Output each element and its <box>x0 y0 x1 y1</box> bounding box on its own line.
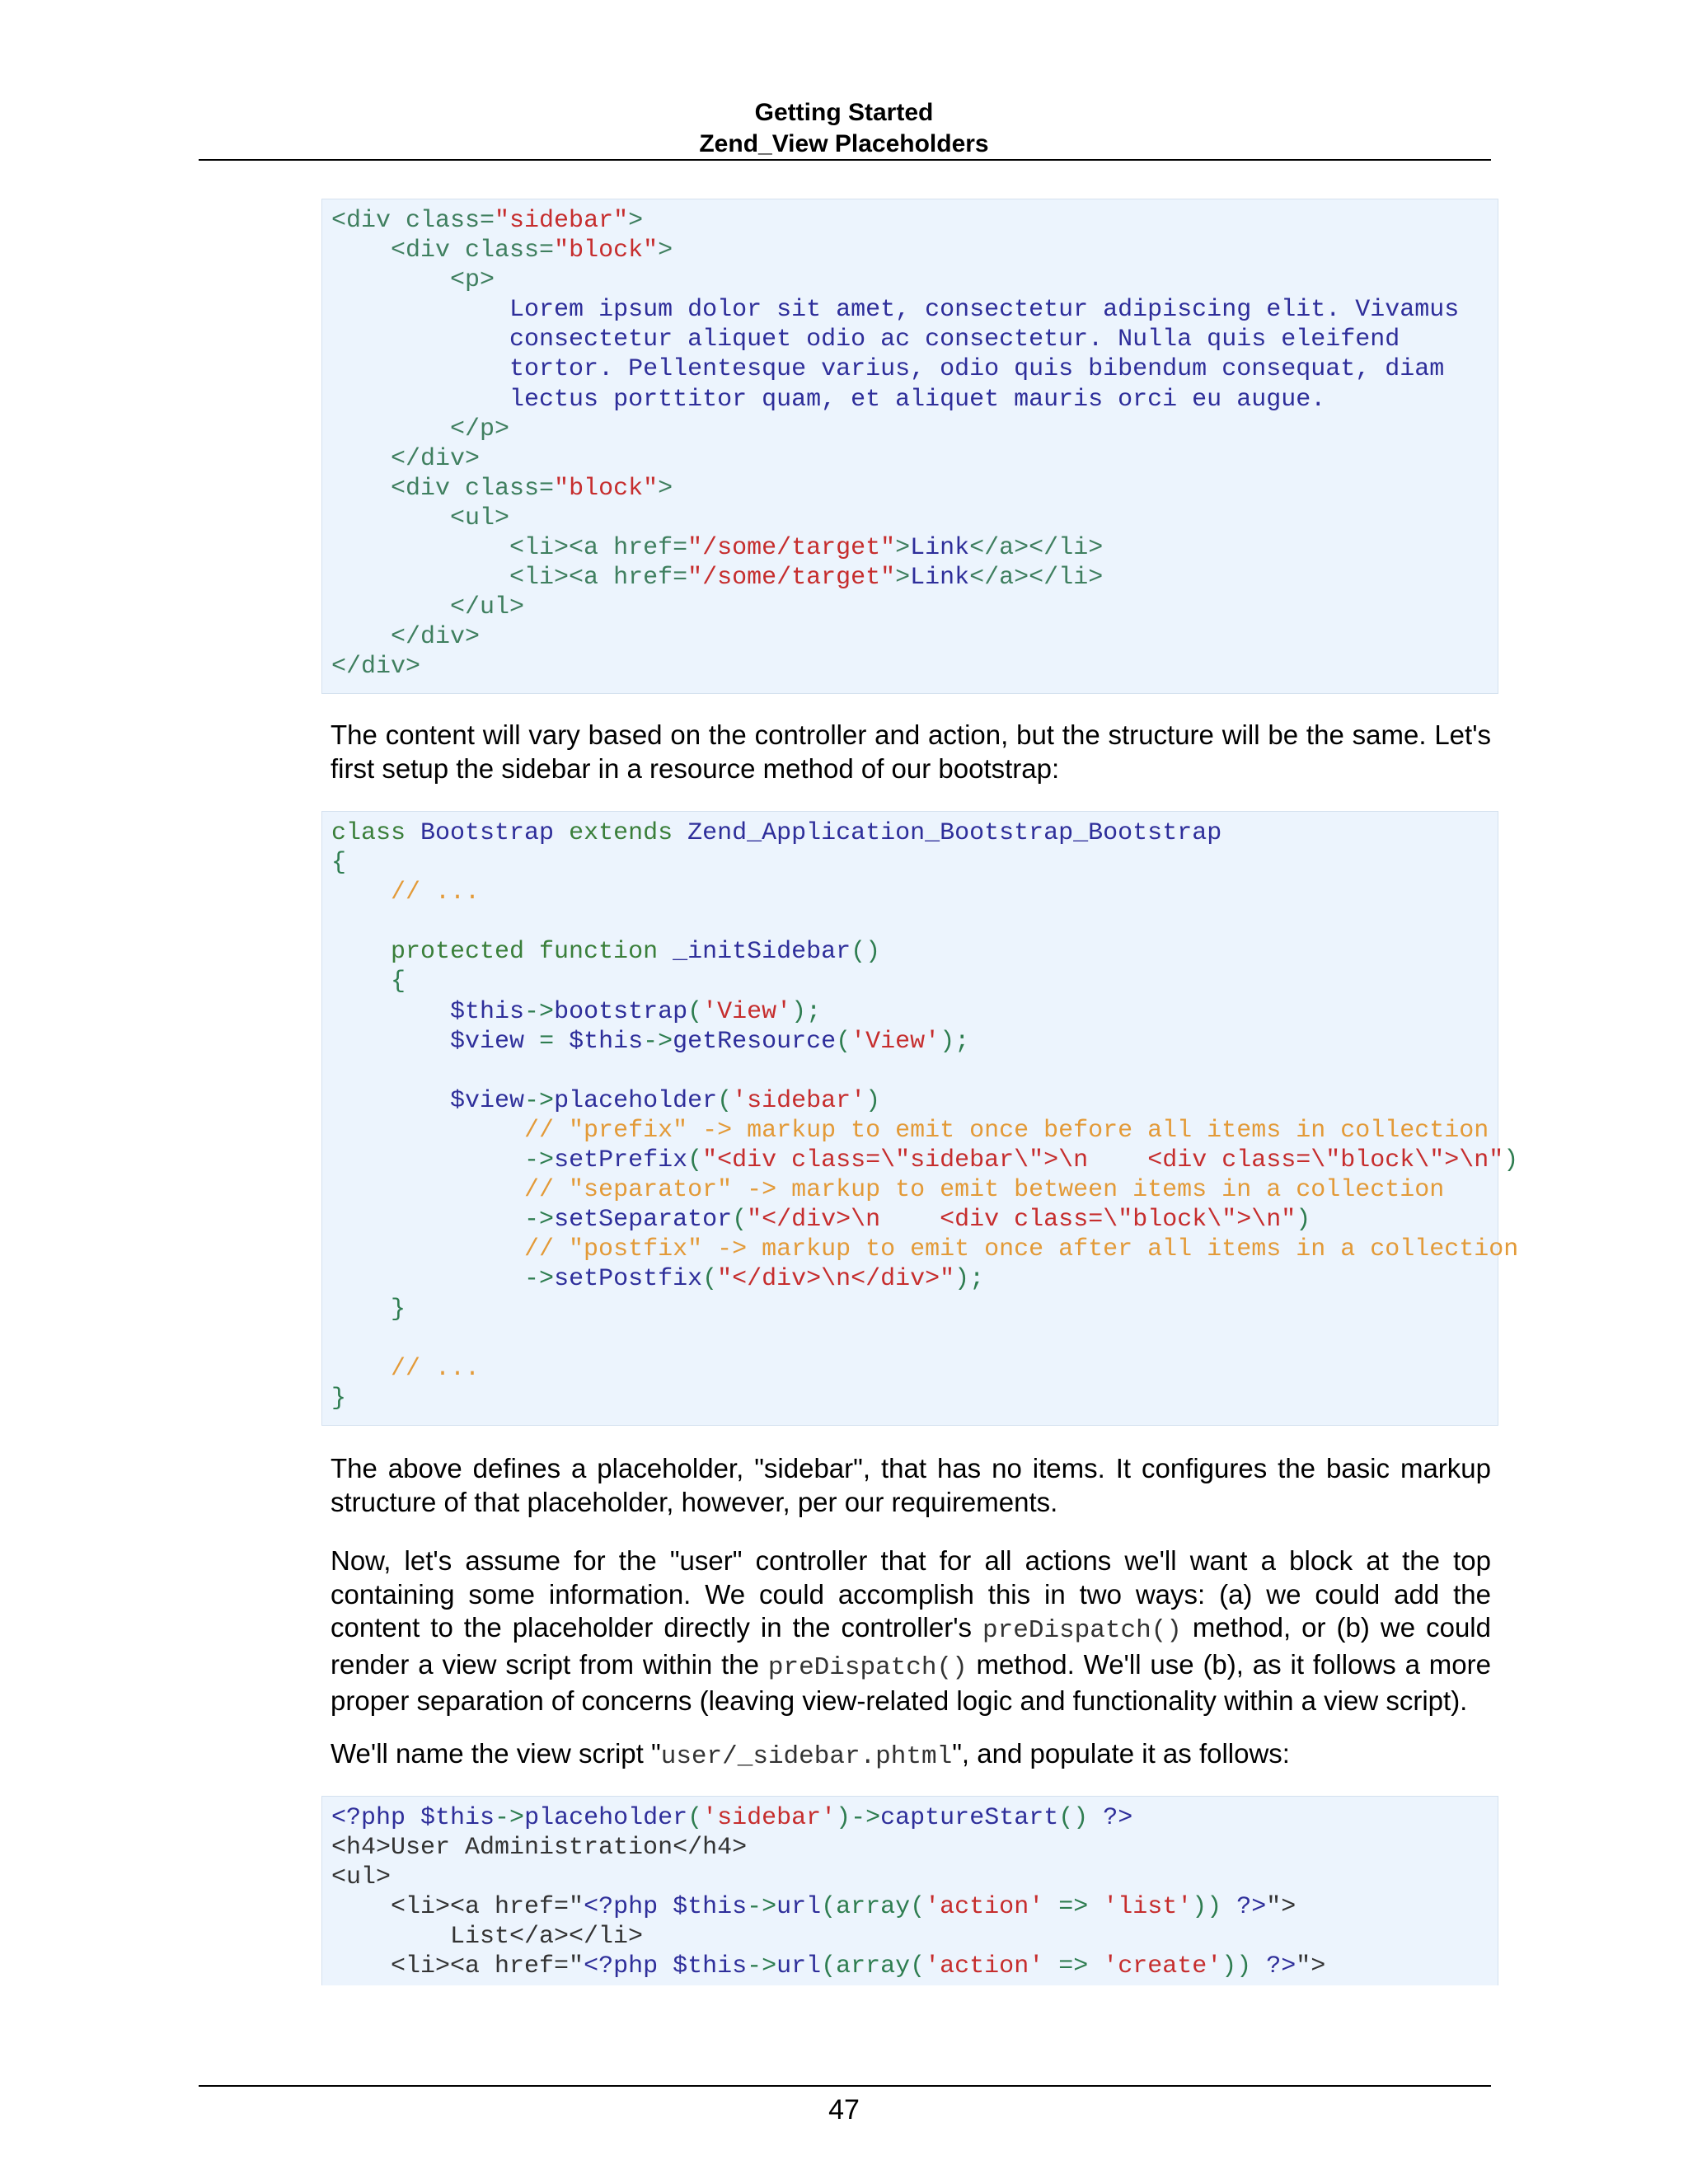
code-token: <li><a <box>509 534 614 563</box>
code-token: "> <box>1296 1952 1326 1981</box>
code-token <box>331 1296 391 1324</box>
code-token: ) <box>1503 1146 1519 1175</box>
code-token <box>331 1117 524 1145</box>
code-line <box>331 236 1498 265</box>
code-line <box>331 818 1498 848</box>
code-token <box>331 998 450 1026</box>
code-token <box>331 445 391 473</box>
code-token: <?php <box>584 1893 673 1922</box>
code-line <box>331 354 1498 384</box>
code-token: "</div>\n <div class=\"block\">\n" <box>747 1206 1296 1235</box>
code-token: <?php <box>331 1804 421 1832</box>
code-token <box>331 326 509 354</box>
paragraph-intro-bootstrap: The content will vary based on the controller and action, but the structure will be the same. Let's first setup the sidebar in a resource method of our bootstrap: <box>331 719 1491 784</box>
code-token: 'sidebar' <box>732 1086 866 1115</box>
code-token: Link <box>910 534 970 563</box>
code-token <box>331 1265 524 1293</box>
header-rule <box>199 159 1491 161</box>
code-line <box>331 444 1498 474</box>
inline-code: preDispatch() <box>767 1652 968 1682</box>
code-token: consectetur aliquet odio ac consectetur. Nulla quis eleifend <box>509 326 1400 354</box>
code-token: ( <box>687 1146 703 1175</box>
paragraph-view-script <box>331 1737 1491 1774</box>
code-token: $this <box>420 1804 495 1832</box>
code-token: </a></li> <box>969 534 1104 563</box>
code-token: ); <box>940 1027 970 1056</box>
code-token <box>331 879 391 907</box>
code-token: url <box>776 1952 822 1981</box>
code-token: > <box>658 474 673 503</box>
header-section: Zend_View Placeholders <box>699 130 989 157</box>
code-token: _initSidebar <box>673 938 851 967</box>
code-token: <li><a href=" <box>331 1893 584 1922</box>
code-token: $view <box>450 1086 525 1115</box>
code-token <box>331 386 509 414</box>
code-line <box>331 563 1498 593</box>
code-token: )) <box>1221 1952 1252 1981</box>
code-token: = <box>539 1027 570 1056</box>
code-token: class <box>331 819 421 847</box>
code-token: <li><a <box>509 564 614 593</box>
code-token: </div> <box>391 623 481 652</box>
code-token: href= <box>613 564 688 593</box>
code-line <box>331 652 1498 682</box>
code-line <box>331 474 1498 504</box>
code-line <box>331 206 1498 236</box>
code-line <box>331 1324 1498 1354</box>
code-line <box>331 937 1498 967</box>
code-token: => <box>1043 1952 1104 1981</box>
code-token <box>331 1235 524 1263</box>
code-token: protected <box>391 938 540 967</box>
code-token <box>331 564 509 592</box>
code-token: <ul> <box>331 1863 392 1892</box>
code-token: ( <box>717 1086 733 1115</box>
code-line <box>331 1264 1498 1294</box>
code-line <box>331 415 1498 444</box>
code-token <box>331 1355 391 1383</box>
code-line <box>331 1086 1498 1116</box>
code-token: "> <box>1266 1893 1296 1922</box>
code-line <box>331 1116 1498 1146</box>
code-token: // ... <box>391 1354 481 1383</box>
code-line <box>331 1863 1498 1892</box>
code-token: url <box>776 1893 822 1922</box>
code-token: -> <box>524 1146 555 1175</box>
code-line <box>331 622 1498 652</box>
inline-code: user/_sidebar.phtml <box>660 1742 953 1771</box>
code-token: </div> <box>391 444 481 473</box>
paragraph-text: Now, let's assume for the "user" controller that for all actions we'll want a block at the top containing some information. We could accomplish this in two ways: (a) we could add the content to the placeholder directly in the controller's <box>331 1545 1491 1643</box>
code-token: ?> <box>1221 1893 1267 1922</box>
code-token <box>331 237 391 265</box>
code-token: $view <box>450 1027 540 1056</box>
code-token: "/some/target" <box>687 564 896 593</box>
code-token: class= <box>406 207 495 235</box>
code-token: </a></li> <box>969 564 1104 593</box>
page-number: 47 <box>828 2094 860 2125</box>
code-token <box>331 355 509 383</box>
code-token: { <box>391 968 406 996</box>
code-token: Zend_Application_Bootstrap_Bootstrap <box>687 819 1222 847</box>
code-block-view-script <box>321 1796 1498 1985</box>
code-line <box>331 295 1498 325</box>
code-token: ( <box>687 997 703 1026</box>
code-line <box>331 593 1498 622</box>
paragraph-text: We'll name the view script " <box>331 1738 661 1769</box>
code-line <box>331 325 1498 354</box>
code-token: ); <box>954 1265 985 1294</box>
code-token <box>331 593 450 621</box>
code-token: Lorem ipsum dolor sit amet, consectetur adipiscing elit. Vivamus <box>509 296 1460 325</box>
code-token <box>331 938 391 966</box>
code-token: <p> <box>450 266 495 295</box>
code-block-bootstrap <box>321 811 1519 1426</box>
code-token: 'list' <box>1103 1893 1193 1922</box>
code-token: -> <box>747 1952 777 1981</box>
code-line <box>331 504 1498 533</box>
code-token: ?> <box>1103 1804 1133 1832</box>
code-token: ) <box>865 1086 881 1115</box>
code-token: > <box>628 207 644 235</box>
code-token: setPostfix <box>554 1265 703 1294</box>
code-token: </p> <box>450 415 510 443</box>
code-token <box>331 623 391 651</box>
code-line <box>331 1354 1498 1384</box>
code-token: href= <box>613 534 688 563</box>
code-line <box>331 1833 1498 1863</box>
code-token: List</a></li> <box>331 1923 644 1952</box>
code-line <box>331 1922 1498 1952</box>
running-header <box>0 97 1688 160</box>
code-token: getResource <box>673 1027 837 1056</box>
paragraph-text: method. We'll use (b), as it follows a more proper separation of concerns (leaving view-related logic and functionality within a view script). <box>331 1648 1491 1716</box>
code-token: (array( <box>821 1952 926 1981</box>
paragraph-user-controller <box>331 1544 1491 1718</box>
code-line <box>331 997 1498 1027</box>
code-token: <div <box>391 474 466 503</box>
code-token: // "postfix" -> markup to emit once after all items in a collection <box>524 1235 1519 1264</box>
code-token: placeholder <box>554 1086 718 1115</box>
code-token: -> <box>524 1265 555 1294</box>
code-line <box>331 1057 1498 1086</box>
code-token: extends <box>569 819 688 847</box>
code-token: // "separator" -> markup to emit between items in a collection <box>524 1176 1445 1205</box>
code-token: </div> <box>331 653 421 682</box>
code-token: () <box>851 938 881 967</box>
code-token: ); <box>791 997 822 1026</box>
code-block-html-sidebar <box>321 199 1498 694</box>
code-token: captureStart <box>880 1804 1059 1832</box>
code-token: )-> <box>836 1804 881 1832</box>
code-token: => <box>1043 1893 1104 1922</box>
code-token: () <box>1058 1804 1104 1832</box>
code-token: lectus porttitor quam, et aliquet mauris orci eu augue. <box>509 385 1326 414</box>
code-line <box>331 848 1498 878</box>
header-chapter: Getting Started <box>754 99 934 126</box>
paragraph-text: method, or (b) we could render a view script from within the <box>331 1612 1491 1680</box>
paragraph-text: ", and populate it as follows: <box>952 1738 1290 1769</box>
code-token: "block" <box>554 237 659 265</box>
code-token: // ... <box>391 879 481 907</box>
code-token: -> <box>747 1893 777 1922</box>
code-token: -> <box>524 1086 555 1115</box>
code-token <box>331 1087 450 1115</box>
code-line <box>331 1295 1498 1324</box>
code-token: "block" <box>554 474 659 503</box>
inline-code: preDispatch() <box>982 1616 1182 1645</box>
code-token: 'sidebar' <box>702 1804 837 1832</box>
code-line <box>331 1892 1498 1922</box>
code-line <box>331 533 1498 563</box>
code-token: -> <box>643 1027 673 1056</box>
code-token: 'create' <box>1103 1952 1222 1981</box>
code-token: 'action' <box>925 1893 1044 1922</box>
code-token: > <box>895 564 911 593</box>
code-token: )) <box>1192 1893 1222 1922</box>
code-token: -> <box>495 1804 525 1832</box>
code-token: 'View' <box>851 1027 940 1056</box>
code-line <box>331 1175 1498 1205</box>
code-line <box>331 907 1498 937</box>
code-token: ( <box>687 1804 703 1832</box>
code-line <box>331 1205 1498 1235</box>
code-token <box>331 296 509 324</box>
code-token: } <box>391 1295 406 1324</box>
code-token: "<div class=\"sidebar\">\n <div class=\"block\">\n" <box>702 1146 1504 1175</box>
code-line <box>331 1146 1519 1175</box>
code-token: bootstrap <box>554 997 688 1026</box>
code-token: <?php <box>584 1952 673 1981</box>
code-token: "/some/target" <box>687 534 896 563</box>
code-line <box>331 385 1498 415</box>
code-line <box>331 1027 1498 1057</box>
code-token: placeholder <box>524 1804 688 1832</box>
code-token: class= <box>465 474 555 503</box>
code-token <box>331 534 509 562</box>
code-line <box>331 1803 1498 1833</box>
code-token: setPrefix <box>554 1146 688 1175</box>
code-token <box>331 415 450 443</box>
code-token: Bootstrap <box>420 819 570 847</box>
code-token <box>331 1176 524 1204</box>
code-token: > <box>658 237 673 265</box>
code-token: ( <box>836 1027 851 1056</box>
code-token <box>331 266 450 294</box>
code-token: ) <box>1296 1206 1311 1235</box>
code-line <box>331 1235 1519 1264</box>
code-token: <div <box>331 207 406 235</box>
code-token: -> <box>524 1206 555 1235</box>
code-token: "</div>\n</div>" <box>717 1265 955 1294</box>
code-token: function <box>539 938 673 967</box>
code-token: { <box>331 849 347 878</box>
code-token: } <box>331 1384 347 1413</box>
code-token: > <box>895 534 911 563</box>
code-token: <ul> <box>450 504 510 532</box>
code-token <box>331 504 450 532</box>
code-token: (array( <box>821 1893 926 1922</box>
code-token: $this <box>673 1952 748 1981</box>
code-token: <li><a href=" <box>331 1952 584 1981</box>
code-token: "sidebar" <box>495 207 629 235</box>
code-line <box>331 265 1498 295</box>
code-line <box>331 878 1498 907</box>
code-token: ( <box>702 1265 718 1294</box>
code-token: </ul> <box>450 593 525 622</box>
code-token <box>331 475 391 503</box>
footer-rule <box>199 2085 1491 2087</box>
code-token: 'action' <box>925 1952 1044 1981</box>
code-line <box>331 1384 1498 1413</box>
code-token: -> <box>524 997 555 1026</box>
code-token: $this <box>569 1027 644 1056</box>
code-line <box>331 967 1498 996</box>
code-token: <div <box>391 237 466 265</box>
code-token: class= <box>465 237 555 265</box>
code-token: Link <box>910 564 970 593</box>
code-token <box>331 968 391 996</box>
code-token: 'View' <box>702 997 792 1026</box>
code-token: ?> <box>1251 1952 1296 1981</box>
code-token <box>331 1146 524 1174</box>
code-token: ( <box>732 1206 748 1235</box>
code-token: $this <box>450 997 525 1026</box>
code-token: setSeparator <box>554 1206 733 1235</box>
code-token: <h4>User Administration</h4> <box>331 1834 748 1863</box>
code-token: // "prefix" -> markup to emit once before all items in collection <box>524 1116 1489 1145</box>
code-token: tortor. Pellentesque varius, odio quis bibendum consequat, diam <box>509 355 1445 384</box>
code-token <box>331 1206 524 1234</box>
paragraph-placeholder-defined: The above defines a placeholder, "sidebar", that has no items. It configures the basic markup structure of that placeholder, however, per our requirements. <box>331 1453 1491 1517</box>
code-token <box>331 1028 450 1056</box>
code-token: $this <box>673 1893 748 1922</box>
code-line <box>331 1952 1498 1981</box>
